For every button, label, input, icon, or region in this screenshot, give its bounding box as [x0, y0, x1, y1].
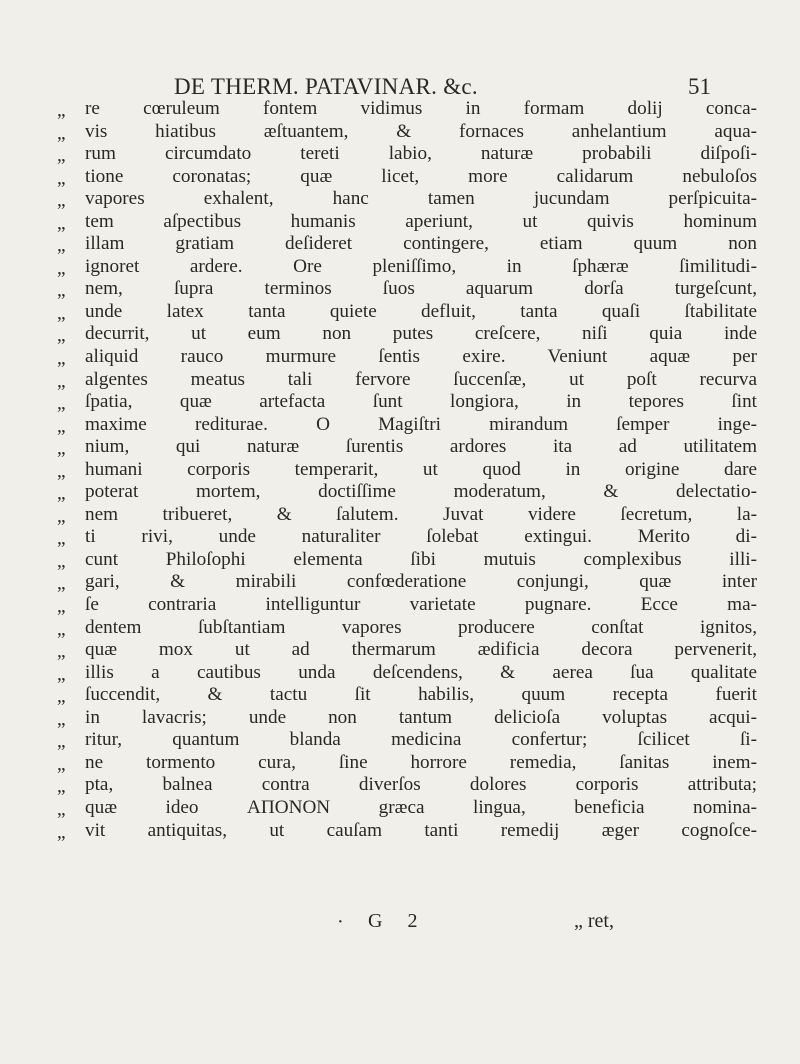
- text-line: [57, 481, 757, 504]
- line-text: tem aſpectibus humanis aperiunt, ut quivis hominum: [85, 210, 757, 232]
- quotation-mark: „: [57, 753, 66, 775]
- text-line: [57, 323, 757, 346]
- line-text: maxime rediturae. O Magiſtri mirandum ſemper inge-: [85, 413, 757, 435]
- line-text: nem, ſupra terminos ſuos aquarum dorſa turgeſcunt,: [85, 278, 757, 300]
- line-text: in lavacris; unde non tantum delicioſa voluptas acqui-: [85, 706, 757, 728]
- quotation-mark: „: [57, 505, 66, 527]
- line-text: illis a cautibus unda deſcendens, & aerea ſua qualitate: [85, 661, 757, 683]
- line-text: cunt Philoſophi elementa ſibi mutuis complexibus illi-: [85, 548, 757, 570]
- line-text: ſuccendit, & tactu ſit habilis, quum recepta fuerit: [85, 684, 757, 706]
- quotation-mark: „: [57, 731, 66, 753]
- line-text: decurrit, ut eum non putes creſcere, niſi quia inde: [85, 323, 757, 345]
- line-text: re cœruleum fontem vidimus in formam dolij conca-: [85, 98, 757, 119]
- quotation-mark: „: [57, 257, 66, 279]
- text-line: [57, 504, 757, 527]
- text-line: [57, 301, 757, 324]
- text-line: [57, 391, 757, 414]
- quotation-mark: „: [57, 708, 66, 730]
- line-text: illam gratiam deſideret contingere, etiam quum non: [85, 233, 757, 255]
- line-text: unde latex tanta quiete defluit, tanta quaſi ſtabilitate: [85, 300, 757, 322]
- quotation-mark: „: [57, 460, 66, 482]
- quotation-mark: „: [57, 415, 66, 437]
- text-line: [57, 684, 757, 707]
- page-number: 51: [688, 74, 711, 99]
- text-line: [57, 346, 757, 369]
- catchword: „ ret,: [574, 910, 614, 932]
- line-text: nem tribueret, & ſalutem. Juvat videre ſecretum, la-: [85, 503, 757, 525]
- quotation-mark: „: [57, 100, 66, 121]
- signature-mark: G 2: [368, 910, 428, 932]
- line-text: tione coronatas; quæ licet, more calidarum nebuloſos: [85, 165, 757, 187]
- text-line: [57, 166, 757, 189]
- quotation-mark: „: [57, 145, 66, 167]
- quotation-mark: „: [57, 370, 66, 392]
- text-line: [57, 369, 757, 392]
- quotation-mark: „: [57, 663, 66, 685]
- page-footer: [0, 910, 800, 936]
- text-line: [57, 256, 757, 279]
- text-line: [57, 459, 757, 482]
- line-text: nium, qui naturæ ſurentis ardores ita ad utilitatem: [85, 436, 757, 458]
- quotation-mark: „: [57, 190, 66, 212]
- line-text: ſe contraria intelliguntur varietate pugnare. Ecce ma-: [85, 594, 757, 616]
- quotation-mark: „: [57, 302, 66, 324]
- quotation-mark: „: [57, 438, 66, 460]
- line-text: ne tormento cura, ſine horrore remedia, ſanitas inem-: [85, 751, 757, 773]
- quotation-mark: „: [57, 618, 66, 640]
- line-text: gari, & mirabili confœderatione conjungi, quæ inter: [85, 571, 757, 593]
- quotation-mark: „: [57, 798, 66, 820]
- text-line: [57, 211, 757, 234]
- quotation-mark: „: [57, 483, 66, 505]
- line-text: vapores exhalent, hanc tamen jucundam perſpicuita-: [85, 188, 757, 210]
- text-line: [57, 278, 757, 301]
- line-text: ritur, quantum blanda medicina confertur; ſcilicet ſi-: [85, 729, 757, 751]
- line-text: ſpatia, quæ artefacta ſunt longiora, in tepores ſint: [85, 391, 757, 413]
- text-line: [57, 594, 757, 617]
- text-line: [57, 188, 757, 211]
- quotation-mark: „: [57, 348, 66, 370]
- text-line: [57, 571, 757, 594]
- quotation-mark: „: [57, 235, 66, 257]
- line-text: poterat mortem, doctiſſime moderatum, & delectatio-: [85, 481, 757, 503]
- quotation-mark: „: [57, 393, 66, 415]
- line-text: aliquid rauco murmure ſentis exire. Veniunt aquæ per: [85, 346, 757, 368]
- footer-dot: ·: [337, 911, 344, 933]
- line-text: pta, balnea contra diverſos dolores corporis attributa;: [85, 774, 757, 796]
- text-line: [57, 820, 757, 843]
- quotation-mark: „: [57, 596, 66, 618]
- line-text: ti rivi, unde naturaliter ſolebat extingui. Merito di-: [85, 526, 757, 548]
- line-text: vis hiatibus æſtuantem, & fornaces anhelantium aqua-: [85, 120, 757, 142]
- line-text: quæ mox ut ad thermarum ædificia decora pervenerit,: [85, 639, 757, 661]
- text-line: [57, 639, 757, 662]
- quotation-mark: „: [57, 573, 66, 595]
- quotation-mark: „: [57, 212, 66, 234]
- text-line: [57, 121, 757, 144]
- text-line: [57, 436, 757, 459]
- line-text: ignoret ardere. Ore pleniſſimo, in ſphæræ ſimilitudi-: [85, 255, 757, 277]
- quotation-mark: „: [57, 167, 66, 189]
- quotation-mark: „: [57, 776, 66, 798]
- line-text: algentes meatus tali fervore ſuccenſæ, ut poſt recurva: [85, 368, 757, 390]
- text-line: [57, 98, 757, 121]
- quotation-mark: „: [57, 325, 66, 347]
- quotation-mark: „: [57, 641, 66, 663]
- quotation-mark: „: [57, 550, 66, 572]
- text-line: [57, 774, 757, 797]
- text-line: [57, 414, 757, 437]
- line-text: quæ ideo ΑΠΟΝΟΝ græca lingua, beneficia nomina-: [85, 796, 757, 818]
- text-line: [57, 729, 757, 752]
- text-line: [57, 143, 757, 166]
- line-text: humani corporis temperarit, ut quod in origine dare: [85, 458, 757, 480]
- text-line: [57, 617, 757, 640]
- quotation-mark: „: [57, 528, 66, 550]
- text-line: [57, 707, 757, 730]
- quotation-mark: „: [57, 686, 66, 708]
- line-text: dentem ſubſtantiam vapores producere conſtat ignitos,: [85, 616, 757, 638]
- text-line: [57, 797, 757, 820]
- quotation-mark: „: [57, 821, 66, 843]
- quotation-mark: „: [57, 280, 66, 302]
- body-text: [57, 98, 757, 842]
- text-line: [57, 549, 757, 572]
- line-text: rum circumdato tereti labio, naturæ probabili diſpoſi-: [85, 143, 757, 165]
- text-line: [57, 526, 757, 549]
- text-line: [57, 662, 757, 685]
- line-text: vit antiquitas, ut cauſam tanti remedij æger cognoſce-: [85, 819, 757, 841]
- text-line: [57, 752, 757, 775]
- quotation-mark: „: [57, 122, 66, 144]
- text-line: [57, 233, 757, 256]
- running-title: DE THERM. PATAVINAR. &c.: [174, 74, 478, 99]
